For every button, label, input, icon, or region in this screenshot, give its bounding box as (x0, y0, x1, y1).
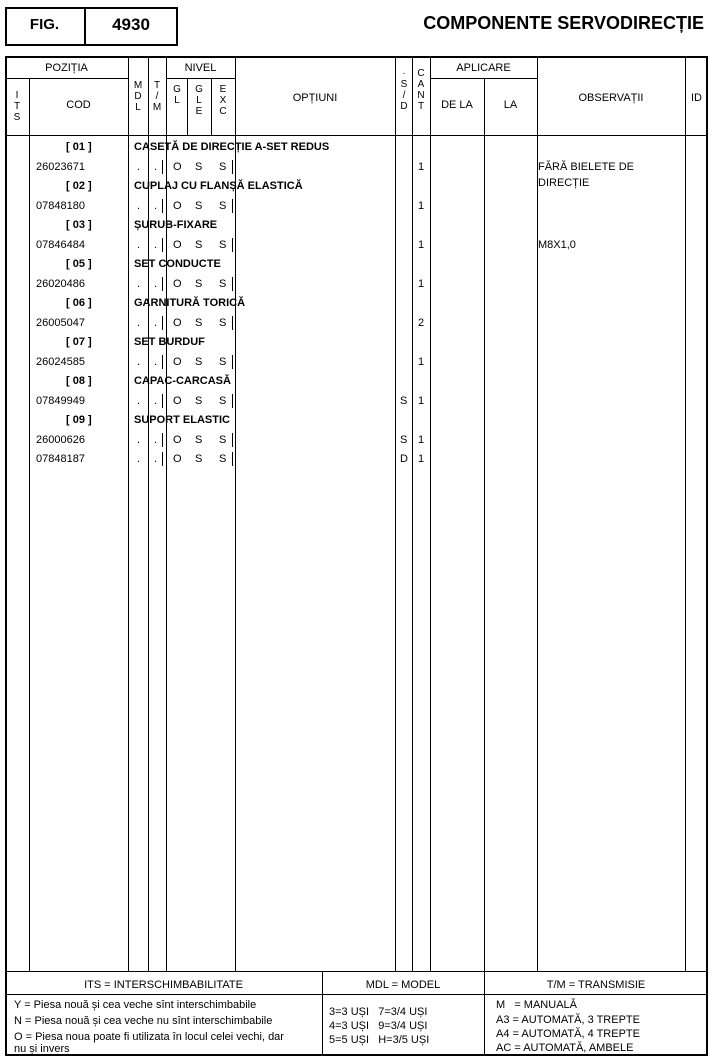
header-mdl: M D L (133, 80, 143, 113)
group-position: [ 03 ] (66, 219, 92, 231)
fig-number: 4930 (112, 15, 150, 34)
col-dela-sep (484, 78, 485, 971)
group-position: [ 01 ] (66, 141, 92, 153)
row-tick (232, 160, 233, 174)
group-position: [ 08 ] (66, 375, 92, 387)
group-position: [ 09 ] (66, 414, 92, 426)
col-its-sep (29, 78, 30, 971)
col-gle-sep (211, 78, 212, 135)
header-aplicare: APLICARE (456, 62, 511, 74)
gl-value: O (173, 453, 182, 465)
gle-value: S (195, 238, 203, 251)
gl-value: O (173, 433, 182, 446)
legend-tm-line: M = MANUALĂ (496, 999, 577, 1011)
exc-value: S (219, 453, 227, 465)
row-tick (162, 160, 163, 174)
cant-value: 1 (418, 160, 425, 173)
exc-value: S (219, 316, 227, 329)
gle-value: S (195, 355, 203, 368)
legend-title-rule (5, 994, 708, 995)
row-tick (162, 316, 163, 330)
group-position: [ 02 ] (66, 180, 92, 192)
mdl-value: . (137, 394, 141, 407)
group-name: SET BURDUF (134, 336, 205, 348)
group-name: CAPAC-CARCASĂ (134, 375, 231, 387)
header-la: LA (503, 99, 518, 111)
gle-value: S (195, 316, 203, 329)
gl-value: O (173, 238, 182, 251)
legend-tm-line: A4 = AUTOMATĂ, 4 TREPTE (496, 1028, 640, 1040)
header-tm: T / M (152, 80, 162, 113)
tm-value: . (154, 160, 158, 173)
gl-value: O (173, 316, 182, 329)
cant-value: 1 (418, 238, 425, 251)
row-tick (232, 277, 233, 291)
part-code: 07848180 (36, 199, 85, 212)
row-tick (162, 199, 163, 213)
gl-value: O (173, 355, 182, 368)
nivel-rule (166, 78, 235, 79)
sd-value: S (400, 433, 408, 446)
header-pozitia: POZIȚIA (45, 62, 88, 74)
pozitia-rule (5, 78, 128, 79)
cant-value: 1 (418, 199, 425, 212)
row-tick (232, 316, 233, 330)
tm-value: . (154, 316, 158, 329)
exc-value: S (219, 238, 227, 251)
gl-value: O (173, 199, 182, 212)
col-cant-sep (430, 56, 431, 971)
observation: DIRECȚIE (538, 176, 590, 189)
observation: M8X1,0 (538, 238, 576, 251)
mdl-value: . (137, 453, 141, 465)
gle-value: S (195, 199, 203, 212)
fig-label: FIG. (29, 16, 60, 33)
sd-value: D (400, 453, 408, 465)
header-de-la: DE LA (441, 99, 473, 111)
group-name: ȘURUB-FIXARE (134, 219, 218, 231)
gl-value: O (173, 394, 182, 407)
col-mdl-sep (148, 56, 149, 971)
page-title: COMPONENTE SERVODIRECȚIE (423, 13, 704, 33)
row-tick (232, 238, 233, 252)
exc-value: S (219, 433, 227, 446)
mdl-value: . (137, 355, 141, 368)
legend-mdl-line: 4=3 UȘI 9=3/4 UȘI (329, 1020, 428, 1032)
part-code: 07849949 (36, 394, 85, 407)
gle-value: S (195, 277, 203, 290)
mdl-value: . (137, 160, 141, 173)
header-id: ID (691, 92, 702, 104)
legend-tm-title: T/M = TRANSMISIE (546, 979, 646, 991)
legend-tm-line: A3 = AUTOMATĂ, 3 TREPTE (496, 1014, 640, 1026)
tm-value: . (154, 238, 158, 251)
row-tick (162, 452, 163, 466)
exc-value: S (219, 355, 227, 368)
cant-value: 1 (418, 394, 425, 407)
mdl-value: . (137, 433, 141, 446)
col-exc-sep (235, 56, 236, 971)
exc-value: S (219, 160, 227, 173)
group-position: [ 05 ] (66, 258, 92, 270)
col-opt-sep (395, 56, 396, 971)
group-name: SET CONDUCTE (134, 258, 221, 270)
group-name: CUPLAJ CU FLANȘĂ ELASTICĂ (134, 180, 303, 192)
cant-value: 1 (418, 433, 425, 446)
header-observatii: OBSERVAȚII (578, 92, 644, 104)
row-tick (232, 355, 233, 369)
observation: FĂRĂ BIELETE DE (538, 160, 634, 173)
group-name: CASETĂ DE DIRECȚIE A-SET REDUS (134, 141, 330, 153)
mdl-value: . (137, 238, 141, 251)
tm-value: . (154, 355, 158, 368)
gl-value: O (173, 160, 182, 173)
legend-its-title: ITS = INTERSCHIMBABILITATE (84, 979, 243, 991)
gle-value: S (195, 160, 203, 173)
legend-mdl-line: 3=3 UȘI 7=3/4 UȘI (329, 1006, 428, 1018)
tm-value: . (154, 433, 158, 446)
part-code: 26000626 (36, 433, 85, 446)
cant-value: 1 (418, 355, 425, 368)
part-code: 26024585 (36, 355, 85, 368)
mdl-value: . (137, 316, 141, 329)
cant-value: 2 (418, 316, 425, 329)
legend-top-rule (5, 971, 708, 972)
header-bottom-rule (5, 135, 708, 136)
exc-value: S (219, 199, 227, 212)
col-la-sep (537, 56, 538, 971)
col-sd-sep (412, 56, 413, 971)
gl-value: O (173, 277, 182, 290)
mdl-value: . (137, 199, 141, 212)
parts-table-frame (5, 56, 708, 1056)
header-exc: E X C (219, 84, 227, 117)
row-tick (162, 355, 163, 369)
row-tick (232, 452, 233, 466)
tm-value: . (154, 453, 158, 465)
gle-value: S (195, 394, 203, 407)
row-tick (232, 433, 233, 447)
row-tick (162, 394, 163, 408)
header-gl: G L (173, 84, 181, 106)
col-obs-sep (685, 56, 686, 971)
header-cant: C A N T (417, 68, 425, 112)
group-position: [ 06 ] (66, 297, 92, 309)
part-code: 26005047 (36, 316, 85, 329)
part-code: 07848187 (36, 453, 85, 465)
header-optiuni: OPȚIUNI (292, 92, 338, 104)
header-sd: · S / D (400, 68, 408, 112)
legend-its-line: O = Piesa noua poate fi utilizata în locul celei vechi, dar (14, 1031, 284, 1043)
group-name: GARNITURĂ TORICĂ (134, 297, 246, 309)
sd-value: S (400, 394, 408, 407)
group-position: [ 07 ] (66, 336, 92, 348)
legend-mdl-line: 5=5 UȘI H=3/5 UȘI (329, 1034, 430, 1046)
legend-its-line: Y = Piesa nouă și cea veche sînt interschimbabile (14, 999, 257, 1011)
row-tick (232, 394, 233, 408)
exc-value: S (219, 277, 227, 290)
legend-mdl-title: MDL = MODEL (365, 979, 441, 991)
legend-its-line: N = Piesa nouă și cea veche nu sînt interschimbabile (14, 1015, 273, 1027)
col-tm-sep (166, 56, 167, 971)
cant-value: 1 (418, 453, 425, 465)
gle-value: S (195, 453, 203, 465)
row-tick (162, 433, 163, 447)
col-cod-sep (128, 56, 129, 971)
part-code: 07846484 (36, 238, 85, 251)
col-gl-sep (187, 78, 188, 135)
gle-value: S (195, 433, 203, 446)
row-tick (162, 277, 163, 291)
row-tick (232, 199, 233, 213)
tm-value: . (154, 394, 158, 407)
row-tick (162, 238, 163, 252)
part-code: 26020486 (36, 277, 85, 290)
mdl-value: . (137, 277, 141, 290)
part-code: 26023671 (36, 160, 85, 173)
header-nivel: NIVEL (184, 62, 217, 74)
legend-its-line: nu și invers (14, 1043, 70, 1055)
header-cod: COD (66, 99, 91, 111)
group-name: SUPORT ELASTIC (134, 414, 230, 426)
legend-tm-line: AC = AUTOMATĂ, AMBELE (496, 1042, 634, 1054)
header-gle: G L E (195, 84, 203, 117)
header-its: I T S (13, 90, 21, 123)
tm-value: . (154, 199, 158, 212)
exc-value: S (219, 394, 227, 407)
tm-value: . (154, 277, 158, 290)
cant-value: 1 (418, 277, 425, 290)
